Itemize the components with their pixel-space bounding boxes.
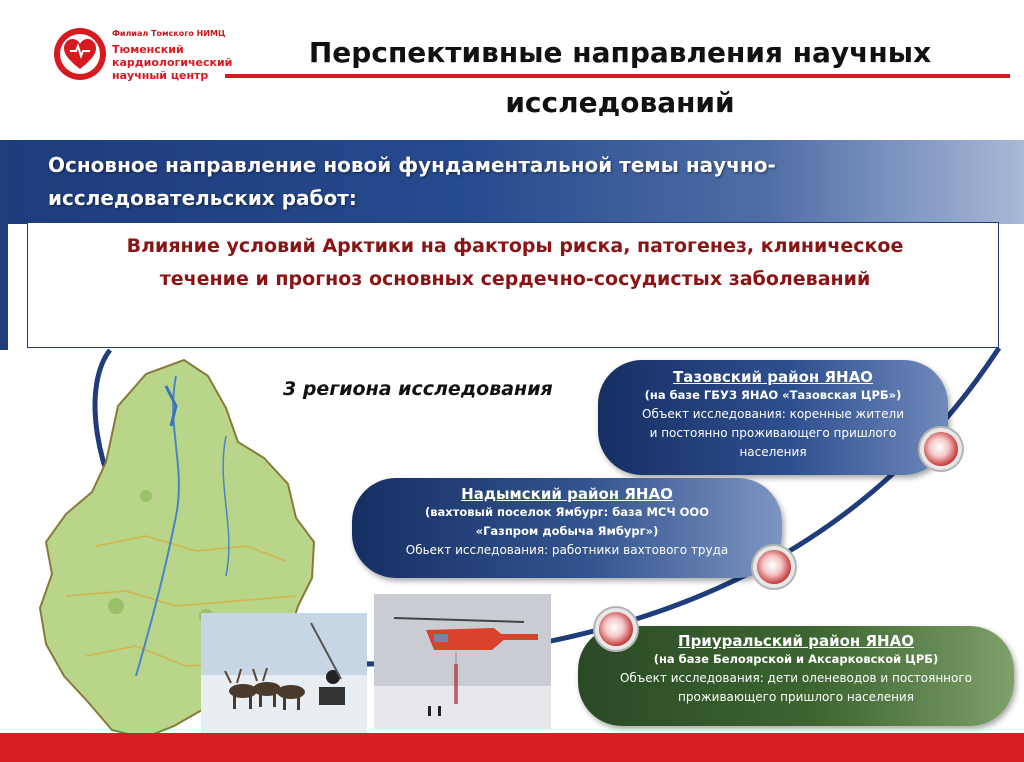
footer-bar [0,733,1024,762]
logo-name-line1: Тюменский [112,43,184,56]
card-nadymsky-subtitle-line2: «Газпром добыча Ямбург») [475,524,659,538]
logo-branch-text: Филиал Томского НИМЦ [112,29,226,38]
nadymsky-marker-dot [757,550,791,584]
reindeer-sled-photo [201,613,367,737]
card-priuralsky-subtitle: (на базе Белоярской и Аксарковской ЦРБ) [653,652,939,666]
logo-name-line3: научный центр [112,69,209,82]
card-tazovsky-subtitle: (на базе ГБУЗ ЯНАО «Тазовская ЦРБ») [644,388,902,402]
card-nadymsky-district [352,478,782,578]
card-tazovsky-title: Тазовский район ЯНАО [673,368,873,386]
helicopter-photo [374,594,551,729]
card-priuralsky-object-line2: проживающего пришлого населения [678,690,914,704]
card-tazovsky-object-line3: населения [739,445,807,459]
page-title-line2: исследований [505,86,735,119]
card-nadymsky-subtitle-line1: (вахтовый поселок Ямбург: база МСЧ ООО [425,505,709,519]
banner-line2: исследовательских работ: [48,186,357,210]
priuralsky-marker-dot [599,612,633,646]
card-nadymsky-object-line1: Обьект исследования: работники вахтового труда [405,543,729,557]
topic-line2: течение и прогноз основных сердечно-сосудистых заболеваний [159,268,871,290]
page-title-line1: Перспективные направления научных [308,36,932,69]
card-tazovsky-district [598,360,948,475]
card-tazovsky-object-line2: и постоянно проживающего пришлого [649,426,897,440]
card-tazovsky-object-line1: Объект исследования: коренные жители [642,407,904,421]
regions-label: 3 региона исследования [283,378,553,400]
banner-line1: Основное направление новой фундаментальной темы научно- [48,153,776,177]
logo-name-line2: кардиологический [112,56,233,69]
card-priuralsky-object-line1: Объект исследования: дети оленеводов и постоянного [619,671,973,685]
card-priuralsky-title: Приуральский район ЯНАО [678,632,914,650]
topic-line1: Влияние условий Арктики на факторы риска, патогенез, клиническое [126,235,904,257]
card-nadymsky-title: Надымский район ЯНАО [461,485,673,503]
tazovsky-marker-dot [924,432,958,466]
card-priuralsky-district [578,626,1014,726]
